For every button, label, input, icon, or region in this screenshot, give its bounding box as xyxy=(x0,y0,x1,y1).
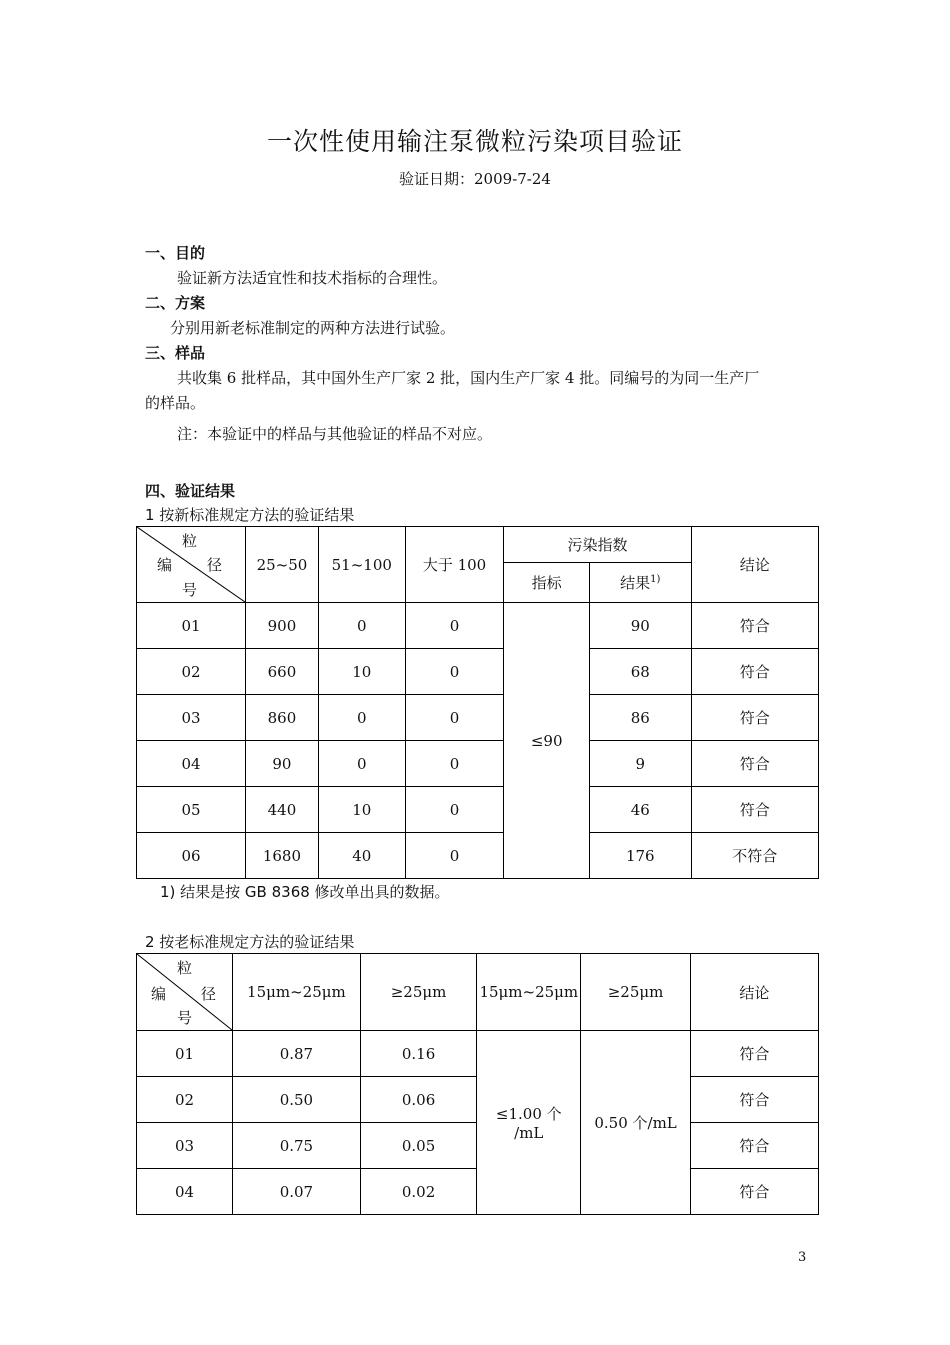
cell-id: 02 xyxy=(137,1077,233,1123)
cell-limit-15-25um xyxy=(477,1031,581,1215)
header-ge-25um: ≥25μm xyxy=(360,954,477,1031)
cell-id: 02 xyxy=(137,649,246,695)
corner-label-bottom: 号 xyxy=(177,1009,193,1027)
cell-conclusion: 符合 xyxy=(691,649,818,695)
cell-ge-25um: 0.06 xyxy=(360,1077,477,1123)
cell-conclusion: 符合 xyxy=(690,1077,818,1123)
header-over-100: 大于 100 xyxy=(405,527,504,603)
cell-15-25um: 0.87 xyxy=(233,1031,361,1077)
page-number: 3 xyxy=(798,1250,807,1265)
cell-result: 90 xyxy=(590,603,692,649)
cell-conclusion: 符合 xyxy=(690,1169,818,1215)
cell-conclusion: 不符合 xyxy=(691,833,818,879)
cell-result: 86 xyxy=(590,695,692,741)
cell-result: 46 xyxy=(590,787,692,833)
cell-51-100: 10 xyxy=(318,649,405,695)
table-row xyxy=(137,741,819,787)
table-row xyxy=(137,603,819,649)
table-row xyxy=(137,649,819,695)
verification-date: 验证日期：2009-7-24 xyxy=(399,170,551,188)
cell-conclusion: 符合 xyxy=(690,1031,818,1077)
cell-conclusion: 符合 xyxy=(690,1123,818,1169)
header-limit-15-25um: 15μm~25μm xyxy=(477,954,581,1031)
cell-conclusion: 符合 xyxy=(691,787,818,833)
cell-result: 68 xyxy=(590,649,692,695)
cell-limit: ≤90 xyxy=(504,603,590,879)
cell-25-50: 860 xyxy=(246,695,319,741)
section-2-text: 分别用新老标准制定的两种方法进行试验。 xyxy=(170,319,456,337)
table1-footnote: 1) 结果是按 GB 8368 修改单出具的数据。 xyxy=(160,883,450,901)
cell-id: 04 xyxy=(137,741,246,787)
limit1-line2: /mL xyxy=(514,1124,544,1142)
header-15-25um: 15μm~25μm xyxy=(233,954,361,1031)
cell-25-50: 1680 xyxy=(246,833,319,879)
cell-over-100: 0 xyxy=(405,741,504,787)
section-3-text-line2: 的样品。 xyxy=(145,394,206,412)
corner-label-left: 编 xyxy=(151,985,167,1003)
table-row xyxy=(137,833,819,879)
cell-over-100: 0 xyxy=(405,833,504,879)
corner-label-top: 粒 xyxy=(182,532,198,550)
cell-over-100: 0 xyxy=(405,649,504,695)
cell-id: 04 xyxy=(137,1169,233,1215)
result-footnote-mark: 1) xyxy=(650,574,661,586)
table2-caption: 2 按老标准规定方法的验证结果 xyxy=(145,933,355,951)
document-title: 一次性使用输注泵微粒污染项目验证 xyxy=(266,127,683,156)
section-3-text-line1: 共收集 6 批样品，其中国外生产厂家 2 批，国内生产厂家 4 批。同编号的为同一生产厂 xyxy=(177,369,760,387)
cell-over-100: 0 xyxy=(405,787,504,833)
corner-label-top: 粒 xyxy=(177,959,193,977)
cell-id: 03 xyxy=(137,1123,233,1169)
table-row xyxy=(137,787,819,833)
cell-51-100: 40 xyxy=(318,833,405,879)
cell-25-50: 90 xyxy=(246,741,319,787)
section-2-heading: 二、方案 xyxy=(145,294,206,312)
header-conclusion: 结论 xyxy=(691,527,818,603)
table2-corner-cell xyxy=(137,954,233,1031)
corner-label-right: 径 xyxy=(201,985,217,1003)
section-4-heading: 四、验证结果 xyxy=(145,482,236,500)
result-label: 结果 xyxy=(620,574,651,593)
cell-51-100: 0 xyxy=(318,741,405,787)
cell-25-50: 660 xyxy=(246,649,319,695)
cell-ge-25um: 0.16 xyxy=(360,1031,477,1077)
header-25-50: 25~50 xyxy=(246,527,319,603)
cell-id: 05 xyxy=(137,787,246,833)
table-row xyxy=(137,695,819,741)
cell-15-25um: 0.50 xyxy=(233,1077,361,1123)
cell-limit-ge-25um: 0.50 个/mL xyxy=(581,1031,691,1215)
cell-ge-25um: 0.02 xyxy=(360,1169,477,1215)
cell-result: 176 xyxy=(590,833,692,879)
cell-id: 01 xyxy=(137,1031,233,1077)
cell-conclusion: 符合 xyxy=(691,695,818,741)
cell-conclusion: 符合 xyxy=(691,603,818,649)
table1-caption: 1 按新标准规定方法的验证结果 xyxy=(145,506,355,524)
section-3-heading: 三、样品 xyxy=(145,344,206,362)
header-index: 指标 xyxy=(504,563,590,603)
cell-ge-25um: 0.05 xyxy=(360,1123,477,1169)
cell-15-25um: 0.75 xyxy=(233,1123,361,1169)
cell-result: 9 xyxy=(590,741,692,787)
table2 xyxy=(136,953,819,1215)
table1-corner-cell xyxy=(137,527,246,603)
cell-51-100: 0 xyxy=(318,695,405,741)
cell-id: 03 xyxy=(137,695,246,741)
section-1-heading: 一、目的 xyxy=(145,244,206,262)
corner-label-left: 编 xyxy=(157,556,173,574)
table-row xyxy=(137,1031,819,1077)
cell-over-100: 0 xyxy=(405,695,504,741)
section-1-text: 验证新方法适宜性和技术指标的合理性。 xyxy=(177,269,448,287)
cell-51-100: 0 xyxy=(318,603,405,649)
cell-51-100: 10 xyxy=(318,787,405,833)
corner-label-right: 径 xyxy=(207,556,223,574)
cell-over-100: 0 xyxy=(405,603,504,649)
header-conclusion: 结论 xyxy=(690,954,818,1031)
cell-conclusion: 符合 xyxy=(691,741,818,787)
cell-25-50: 440 xyxy=(246,787,319,833)
header-pollution-index: 污染指数 xyxy=(504,527,691,563)
header-limit-ge-25um: ≥25μm xyxy=(581,954,691,1031)
cell-15-25um: 0.07 xyxy=(233,1169,361,1215)
section-3-note: 注：本验证中的样品与其他验证的样品不对应。 xyxy=(177,425,493,443)
cell-25-50: 900 xyxy=(246,603,319,649)
corner-label-bottom: 号 xyxy=(182,581,198,599)
cell-id: 06 xyxy=(137,833,246,879)
table1 xyxy=(136,526,819,879)
header-result xyxy=(590,563,692,603)
cell-id: 01 xyxy=(137,603,246,649)
limit1-line1: ≤1.00 个 xyxy=(495,1105,562,1123)
header-51-100: 51~100 xyxy=(318,527,405,603)
